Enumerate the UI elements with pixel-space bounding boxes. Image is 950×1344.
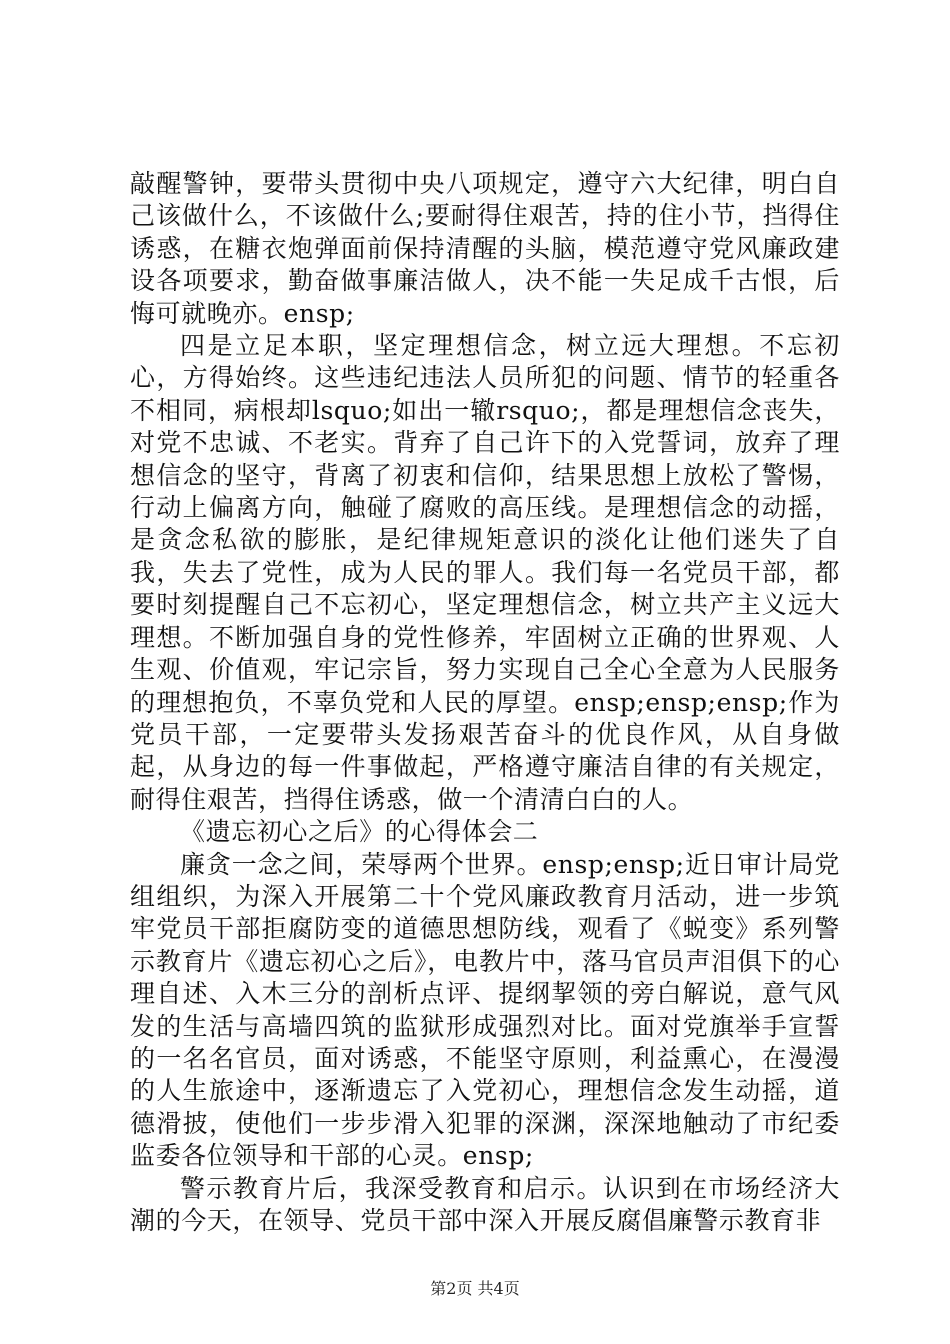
page-footer: 第2页 共4页 — [430, 1279, 520, 1298]
document-body — [130, 168, 840, 1237]
section-heading: 《遗忘初心之后》的心得体会二 — [180, 817, 539, 847]
paragraph-1: 敲醒警钟，要带头贯彻中央八项规定，遵守六大纪律，明白自己该做什么，不该做什么;要耐得住艰苦，持的住小节，挡得住诱惑，在糖衣炮弹面前保持清醒的头脑，模范遵守党风廉政建设各项要求，勤奋做事廉洁做人，决不能一失足成千古恨，后悔可就晚亦。ensp; — [130, 169, 840, 328]
paragraph-3: 廉贪一念之间，荣辱两个世界。ensp;ensp;近日审计局党组组织，为深入开展第二十个党风廉政教育月活动，进一步筑牢党员干部拒腐防变的道德思想防线，观看了《蜕变》系列警示教育片《遗忘初心之后》，电教片中，落马官员声泪俱下的心理自述、入木三分的剖析点评、提纲挈领的旁白解说，意气风发的生活与高墙四筑的监狱形成强烈对比。面对党旗举手宣誓的一名名官员，面对诱惑，不能坚守原则，利益熏心，在漫漫的人生旅途中，逐渐遗忘了入党初心，理想信念发生动摇，道德滑披，使他们一步步滑入犯罪的深渊，深深地触动了市纪委监委各位领导和干部的心灵。ensp; — [130, 849, 840, 1171]
paragraph-4: 警示教育片后，我深受教育和启示。认识到在市场经济大潮的今天，在领导、党员干部中深入开展反腐倡廉警示教育非 — [130, 1173, 840, 1235]
paragraph-2: 四是立足本职，坚定理想信念，树立远大理想。不忘初心，方得始终。这些违纪违法人员所犯的问题、情节的轻重各不相同，病根却lsquo;如出一辙rsquo;，都是理想信念丧失，对党不忠诚、不老实。背弃了自己许下的入党誓词，放弃了理想信念的坚守，背离了初衷和信仰，结果思想上放松了警惕，行动上偏离方向，触碰了腐败的高压线。是理想信念的动摇，是贪念私欲的膨胀，是纪律规矩意识的淡化让他们迷失了自我，失去了党性，成为人民的罪人。我们每一名党员干部，都要时刻提醒自己不忘初心，坚定理想信念，树立共产主义远大理想。不断加强自身的党性修养，牢固树立正确的世界观、人生观、价值观，牢记宗旨，努力实现自己全心全意为人民服务的理想抱负，不辜负党和人民的厚望。ensp;ensp;ensp;作为党员干部，一定要带头发扬艰苦奋斗的优良作风，从自身做起，从身边的每一件事做起，严格遵守廉洁自律的有关规定，耐得住艰苦，挡得住诱惑，做一个清清白白的人。 — [130, 331, 840, 814]
